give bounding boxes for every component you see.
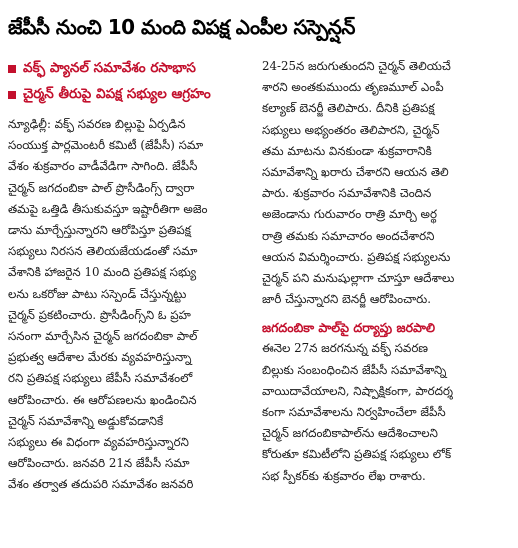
left-body-text: న్యూఢిల్లీ: వక్ఫ్ సవరణ బిల్లుపై ఏర్పడిన సంయుక్త పార్లమెంటరీ కమిటీ (జేపీసీ) సమా వేశం శుక్రవారం వాడీవేడిగా సాగింది. జేపీసీ చైర్మన్ జగదంబికా పాల్ ప్రొసీడింగ్స్ ద్వారా తమపై ఒత్తిడి తీసుకువస్తూ ఇష్టారీతిగా అజెం డాను మార్చేస్తున్నారని ఆరోపిస్తూ ప్రతిపక్ష సభ్యులు నిరసన తెలియజేయడంతో సమా వేశానికి హాజరైన 10 మంది ప్రతిపక్ష సభ్యు లను ఒకరోజు పాటు సస్పెండ్ చేస్తున్నట్టు చైర్మన్ ప్రకటించారు. ప్రొసీడింగ్స్‌ని ఓ ప్రహ సనంగా మార్చేసిన చైర్మన్ జగదంబికా పాల్ ప్రభుత్వ ఆదేశాల మేరకు వ్యవహరిస్తున్నా రని ప్రతిపక్ష సభ్యులు జేపీసీ సమావేశంలో ఆరోపించారు. ఈ ఆరోపణలను ఖండించిన చైర్మన్ సమావేశాన్ని అడ్డుకోవడానికే సభ్యులు ఈ విధంగా వ్యవహరిస్తున్నారని ఆరోపించారు. జనవరి 21న జేపీసీ సమా వేశం తర్వాత తదుపరి సమావేశం జనవరి [8,117,208,492]
bullet-text: వక్ఫ్ ప్యానల్ సమావేశం రసాభాస [23,59,196,76]
bullet-item [8,56,256,82]
right-body-text-2: ఈనెల 27న జరగనున్న వక్ఫ్ సవరణ బిల్లుకు సంబంధించిన జేపీసీ సమావేశాన్ని వాయిదావేయాలని, నిష్పాక్షికంగా, పారదర్శ కంగా సమావేశాలను నిర్వహించేలా జేపీసీ చైర్మన్ జగదంబికాపాల్‌ను ఆదేశించాలని కోరుతూ కమిటీలోని ప్రతిపక్ష సభ్యులు లోక్ సభ స్పీకర్‌కు శుక్రవారం లేఖ రాశారు. [262,341,454,483]
bullet-list [8,56,256,108]
right-body-text-1: 24-25న జరుగుతుందని చైర్మన్ తెలియచే శారని అంతకుముందు తృణమూల్ ఎంపీ కల్యాణ్ బెనర్జీ తెలిపారు. దీనికి ప్రతిపక్ష సభ్యులు అభ్యంతరం తెలిపారని, చైర్మన్ తమ మాటను వినకుండా శుక్రవారానికి సమావేశాన్ని ఖరారు చేశారని ఆయన తెలి పారు. శుక్రవారం సమావేశానికి చెందిన అజెండాను గురువారం రాత్రి మార్చి అర్థ రాత్రి తమకు సమాచారం అందచేశారని ఆయన విమర్శించారు. ప్రతిపక్ష సభ్యులను చైర్మన్ పని మనుషుల్లాగా చూస్తూ ఆదేశాలు జారీ చేస్తున్నారని బెనర్జీ ఆరోపించారు. [262,59,455,307]
right-column [262,56,510,496]
headline: జేపీసీ నుంచి 10 మంది విపక్ష ఎంపీల సస్పెన్షన్ [8,15,355,39]
bullet-item [8,82,256,108]
bullet-text: చైర్మన్ తీరుపై విపక్ష సభ్యుల ఆగ్రహం [23,85,211,102]
sub-heading: జగదంబికా పాల్‌పై దర్యాప్తు జరపాలి [262,320,436,336]
left-column [8,56,256,496]
red-square-icon [8,65,16,73]
red-square-icon [8,91,16,99]
article-columns [8,56,510,496]
